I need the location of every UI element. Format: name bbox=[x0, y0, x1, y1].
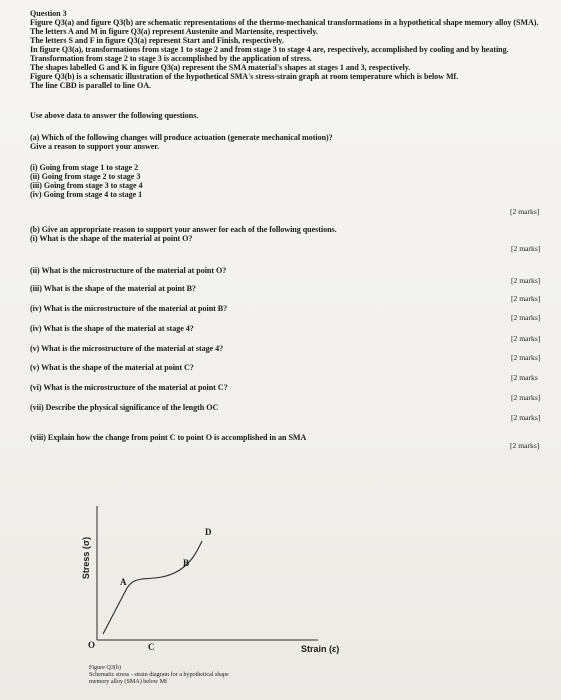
marks-label: [2 marks] bbox=[511, 244, 541, 253]
intro-line: The letters A and M in figure Q3(a) represent Austenite and Martensite, respectively. bbox=[30, 27, 318, 36]
instruction-line: Use above data to answer the following questions. bbox=[30, 111, 199, 120]
part-a-note: Give a reason to support your answer. bbox=[30, 142, 160, 151]
part-b-item: (vii) Describe the physical significance of the length OC bbox=[30, 403, 219, 412]
part-b-item: (viii) Explain how the change from point C to point O is accomplished in an SMA bbox=[30, 433, 307, 442]
figure-caption: Schematic stress - strain diagram for a hypothetical shape bbox=[89, 671, 229, 678]
figure-caption: memory alloy (SMA) below Mf bbox=[89, 678, 168, 685]
point-label-b: B bbox=[183, 558, 190, 568]
stress-strain-curve bbox=[103, 541, 202, 634]
point-label-a: A bbox=[120, 577, 127, 587]
intro-line: In figure Q3(a), transformations from stage 1 to stage 2 and from stage 3 to stage 4 are, respectively, accomplished by cooling and by heating. bbox=[30, 45, 509, 54]
part-b-item: (ii) What is the microstructure of the material at point O? bbox=[30, 266, 227, 275]
intro-line: Figure Q3(b) is a schematic illustration of the hypothetical SMA's stress-strain graph at room temperature which is below Mf. bbox=[30, 72, 459, 81]
marks-label: [2 marks] bbox=[510, 441, 540, 450]
question-title: Question 3 bbox=[30, 9, 67, 18]
marks-label: [2 marks] bbox=[511, 393, 541, 402]
intro-line: The letters S and F in figure Q3(a) represent Start and Finish, respectively. bbox=[30, 36, 284, 45]
part-a-question: (a) Which of the following changes will produce actuation (generate mechanical motion)? bbox=[30, 133, 333, 142]
intro-line: The line CBD is parallel to line OA. bbox=[30, 81, 151, 90]
option-item: (ii) Going from stage 2 to stage 3 bbox=[30, 172, 141, 181]
point-label-c: C bbox=[148, 642, 155, 652]
part-b-item: (i) What is the shape of the material at point O? bbox=[30, 234, 193, 243]
option-item: (iv) Going from stage 4 to stage 1 bbox=[30, 190, 143, 199]
intro-line: Figure Q3(a) and figure Q3(b) are schematic representations of the thermo-mechanical transformations in a hypothetical shape memory alloy (SMA). bbox=[30, 18, 539, 27]
point-label-d: D bbox=[205, 527, 212, 537]
part-b-item: (v) What is the microstructure of the material at stage 4? bbox=[30, 344, 224, 353]
y-axis-label: Stress (σ) bbox=[81, 536, 91, 580]
marks-label: [2 marks] bbox=[511, 276, 541, 285]
marks-label: [2 marks] bbox=[511, 413, 541, 422]
part-b-item: (iv) What is the microstructure of the material at point B? bbox=[30, 304, 228, 313]
option-item: (iii) Going from stage 3 to stage 4 bbox=[30, 181, 143, 190]
intro-line: Transformation from stage 2 to stage 3 is accomplished by the application of stress. bbox=[30, 54, 312, 63]
marks-label: [2 marks] bbox=[511, 313, 541, 322]
marks-label: [2 marks] bbox=[511, 353, 541, 362]
part-b-item: (vi) What is the microstructure of the material at point C? bbox=[30, 383, 228, 392]
figure-caption: Figure Q3(b) bbox=[89, 664, 121, 671]
x-axis-label: Strain (ε) bbox=[301, 644, 340, 654]
marks-label: [2 marks bbox=[511, 373, 538, 382]
part-b-item: (iii) What is the shape of the material at point B? bbox=[30, 284, 196, 293]
part-b-item: (v) What is the shape of the material at point C? bbox=[30, 363, 194, 372]
marks-label: [2 marks] bbox=[510, 207, 540, 216]
intro-line: The shapes labelled G and K in figure Q3(a) represent the SMA material's shapes at stages 1 and 3, respectively. bbox=[30, 63, 411, 72]
option-item: (i) Going from stage 1 to stage 2 bbox=[30, 163, 139, 172]
point-label-o: O bbox=[88, 640, 96, 650]
part-b-item: (iv) What is the shape of the material at stage 4? bbox=[30, 324, 194, 333]
part-b-question: (b) Give an appropriate reason to support your answer for each of the following questions. bbox=[30, 225, 337, 234]
marks-label: [2 marks] bbox=[511, 334, 541, 343]
marks-label: [2 marks] bbox=[511, 294, 541, 303]
